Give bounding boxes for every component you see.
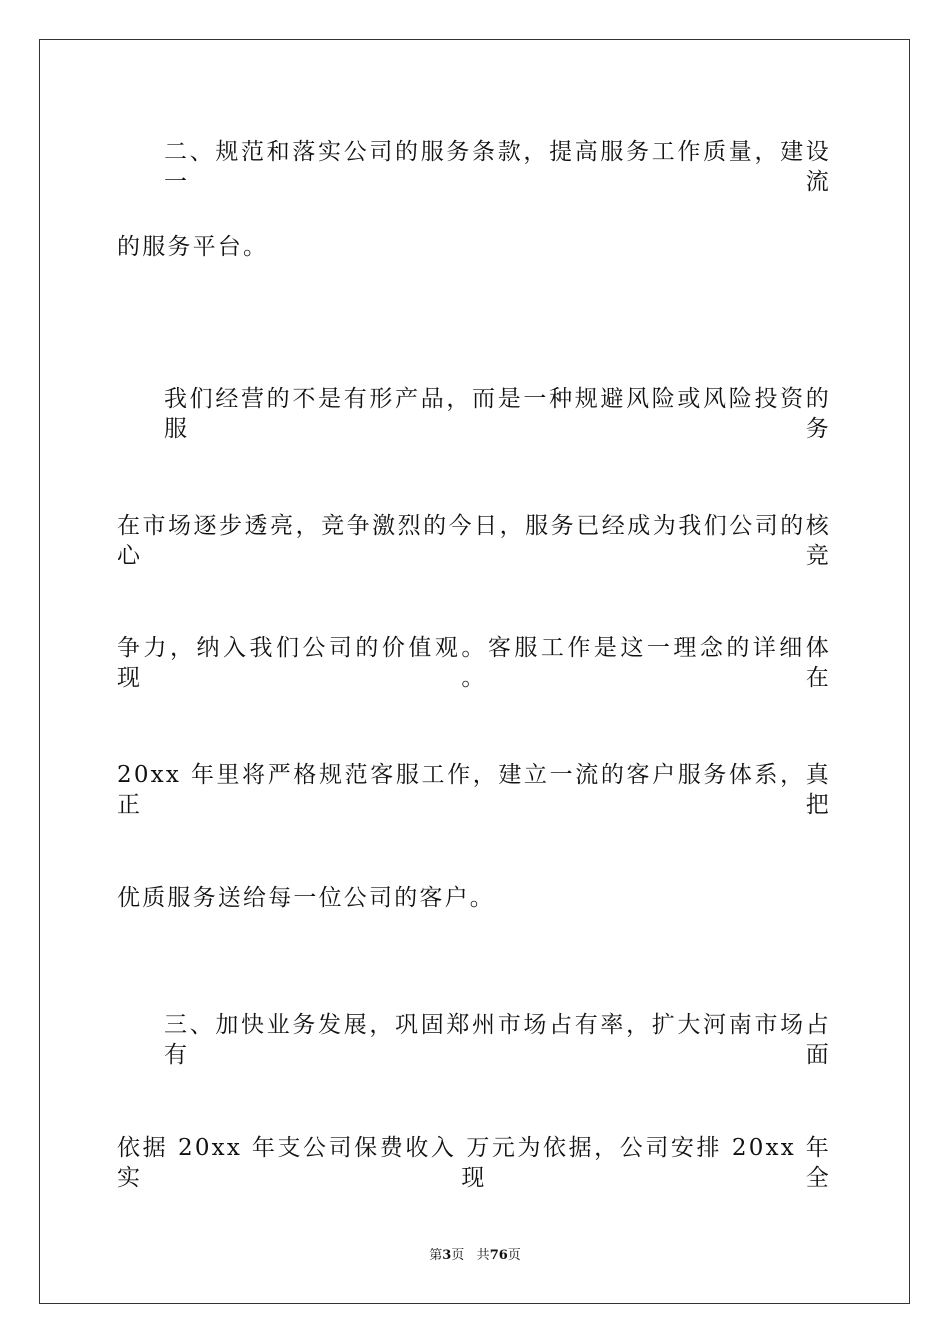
paragraph-line: 三、加快业务发展，巩固郑州市场占有率，扩大河南市场占有面 [164,1012,831,1068]
current-page-number: 3 [442,1248,452,1263]
paragraph-line: 优质服务送给每一位公司的客户。 [117,885,495,911]
paragraph-line: 20xx 年里将严格规范客服工作，建立一流的客户服务体系，真正把 [117,762,831,818]
paragraph-line: 我们经营的不是有形产品，而是一种规避风险或风险投资的服务 [164,386,831,442]
total-page-count: 76 [489,1248,508,1263]
paragraph-line: 在市场逐步透亮，竞争激烈的今日，服务已经成为我们公司的核心竞 [117,513,831,569]
paragraph-line: 的服务平台。 [117,234,269,260]
paragraph-line: 依据 20xx 年支公司保费收入 万元为依据，公司安排 20xx 年实现全 [117,1135,831,1191]
footer-page-unit: 页 [451,1248,465,1263]
footer-prefix: 第 [429,1248,443,1263]
footer-total-prefix: 共 [476,1248,490,1263]
paragraph-line: 争力，纳入我们公司的价值观。客服工作是这一理念的详细体现。在 [117,635,831,691]
paragraph-line: 二、规范和落实公司的服务条款，提高服务工作质量，建设一流 [164,139,831,195]
page-footer [0,1247,950,1265]
footer-total-unit: 页 [507,1248,521,1263]
